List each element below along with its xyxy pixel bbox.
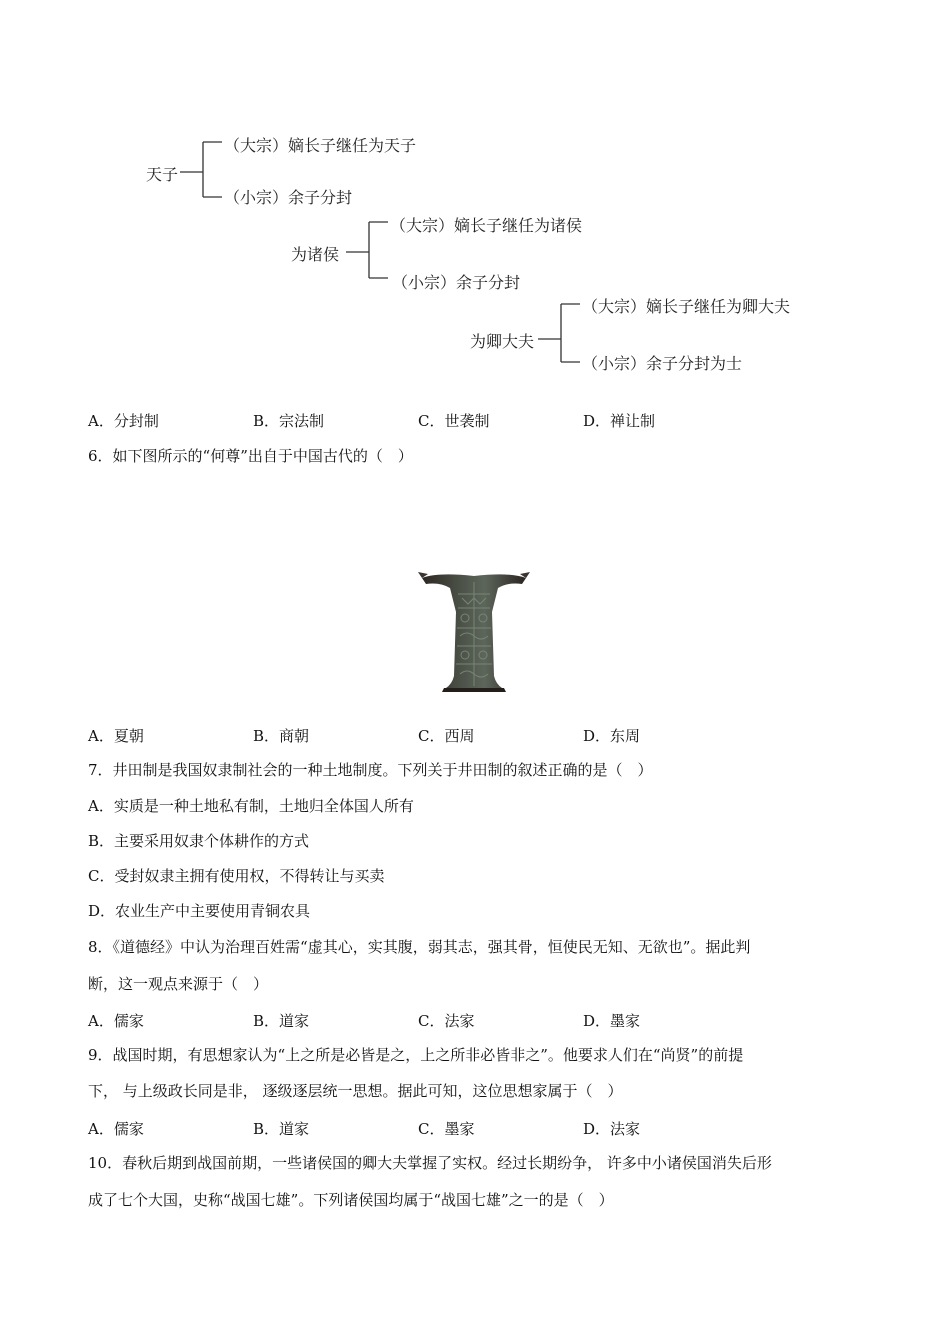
q9-option-a: A．儒家: [88, 1120, 144, 1138]
q6-option-c: C．西周: [418, 727, 475, 745]
q5-option-b: B．宗法制: [253, 412, 325, 430]
q9-option-b: B．道家: [253, 1120, 310, 1138]
q8-stem-line2: 断，这一观点来源于（ ）: [88, 975, 269, 993]
q8-option-d: D．墨家: [583, 1012, 641, 1030]
q8-option-a: A．儒家: [88, 1012, 144, 1030]
q9-option-d: D．法家: [583, 1120, 641, 1138]
q6-option-a: A．夏朝: [88, 727, 144, 745]
diagram-node-qingdafu: 为卿大夫: [470, 332, 535, 351]
q7-option-d: D．农业生产中主要使用青铜农具: [88, 902, 311, 920]
diagram-l1-major-lineage: （大宗）嫡长子继任为天子: [224, 136, 417, 155]
q9-stem-line1: 9．战国时期，有思想家认为“上之所是必皆是之，上之所非必皆非之”。他要求人们在“尚贤”的前提: [88, 1046, 744, 1064]
q7-option-c: C．受封奴隶主拥有使用权，不得转让与买卖: [88, 867, 385, 885]
q7-stem: 7．井田制是我国奴隶制社会的一种土地制度。下列关于井田制的叙述正确的是（ ）: [88, 761, 653, 779]
q9-option-c: C．墨家: [418, 1120, 475, 1138]
diagram-l3-major-lineage: （大宗）嫡长子继任为卿大夫: [582, 297, 791, 316]
q5-option-c: C．世袭制: [418, 412, 490, 430]
q10-stem-line1: 10．春秋后期到战国前期，一些诸侯国的卿大夫掌握了实权。经过长期纷争， 许多中小诸侯国消失后形: [88, 1154, 772, 1172]
q8-option-b: B．道家: [253, 1012, 310, 1030]
q5-option-a: A．分封制: [88, 412, 159, 430]
q8-stem-line1: 8．《道德经》中认为治理百姓需“虚其心，实其腹，弱其志，强其骨，恒使民无知、无欲也”。据此判: [88, 938, 751, 956]
diagram-root-tianzi: 天子: [146, 165, 179, 184]
q6-option-d: D．东周: [583, 727, 641, 745]
q5-option-d: D．禅让制: [583, 412, 656, 430]
diagram-l2-major-lineage: （大宗）嫡长子继任为诸侯: [390, 216, 583, 235]
q10-stem-line2: 成了七个大国，史称“战国七雄”。下列诸侯国均属于“战国七雄”之一的是（ ）: [88, 1191, 614, 1209]
diagram-node-zhuhou: 为诸侯: [291, 245, 340, 264]
diagram-l2-minor-lineage: （小宗）余子分封: [392, 273, 521, 292]
diagram-l1-minor-lineage: （小宗）余子分封: [224, 188, 353, 207]
q7-option-b: B．主要采用奴隶个体耕作的方式: [88, 832, 310, 850]
q6-stem: 6．如下图所示的“何尊”出自于中国古代的（ ）: [88, 447, 413, 465]
he-zun-bronze-vessel-image: [418, 568, 530, 692]
q8-option-c: C．法家: [418, 1012, 475, 1030]
q6-option-b: B．商朝: [253, 727, 310, 745]
q7-option-a: A．实质是一种土地私有制，土地归全体国人所有: [88, 797, 414, 815]
diagram-l3-minor-lineage: （小宗）余子分封为士: [582, 354, 743, 373]
q9-stem-line2: 下， 与上级政长同是非， 逐级逐层统一思想。据此可知，这位思想家属于（ ）: [88, 1082, 623, 1100]
